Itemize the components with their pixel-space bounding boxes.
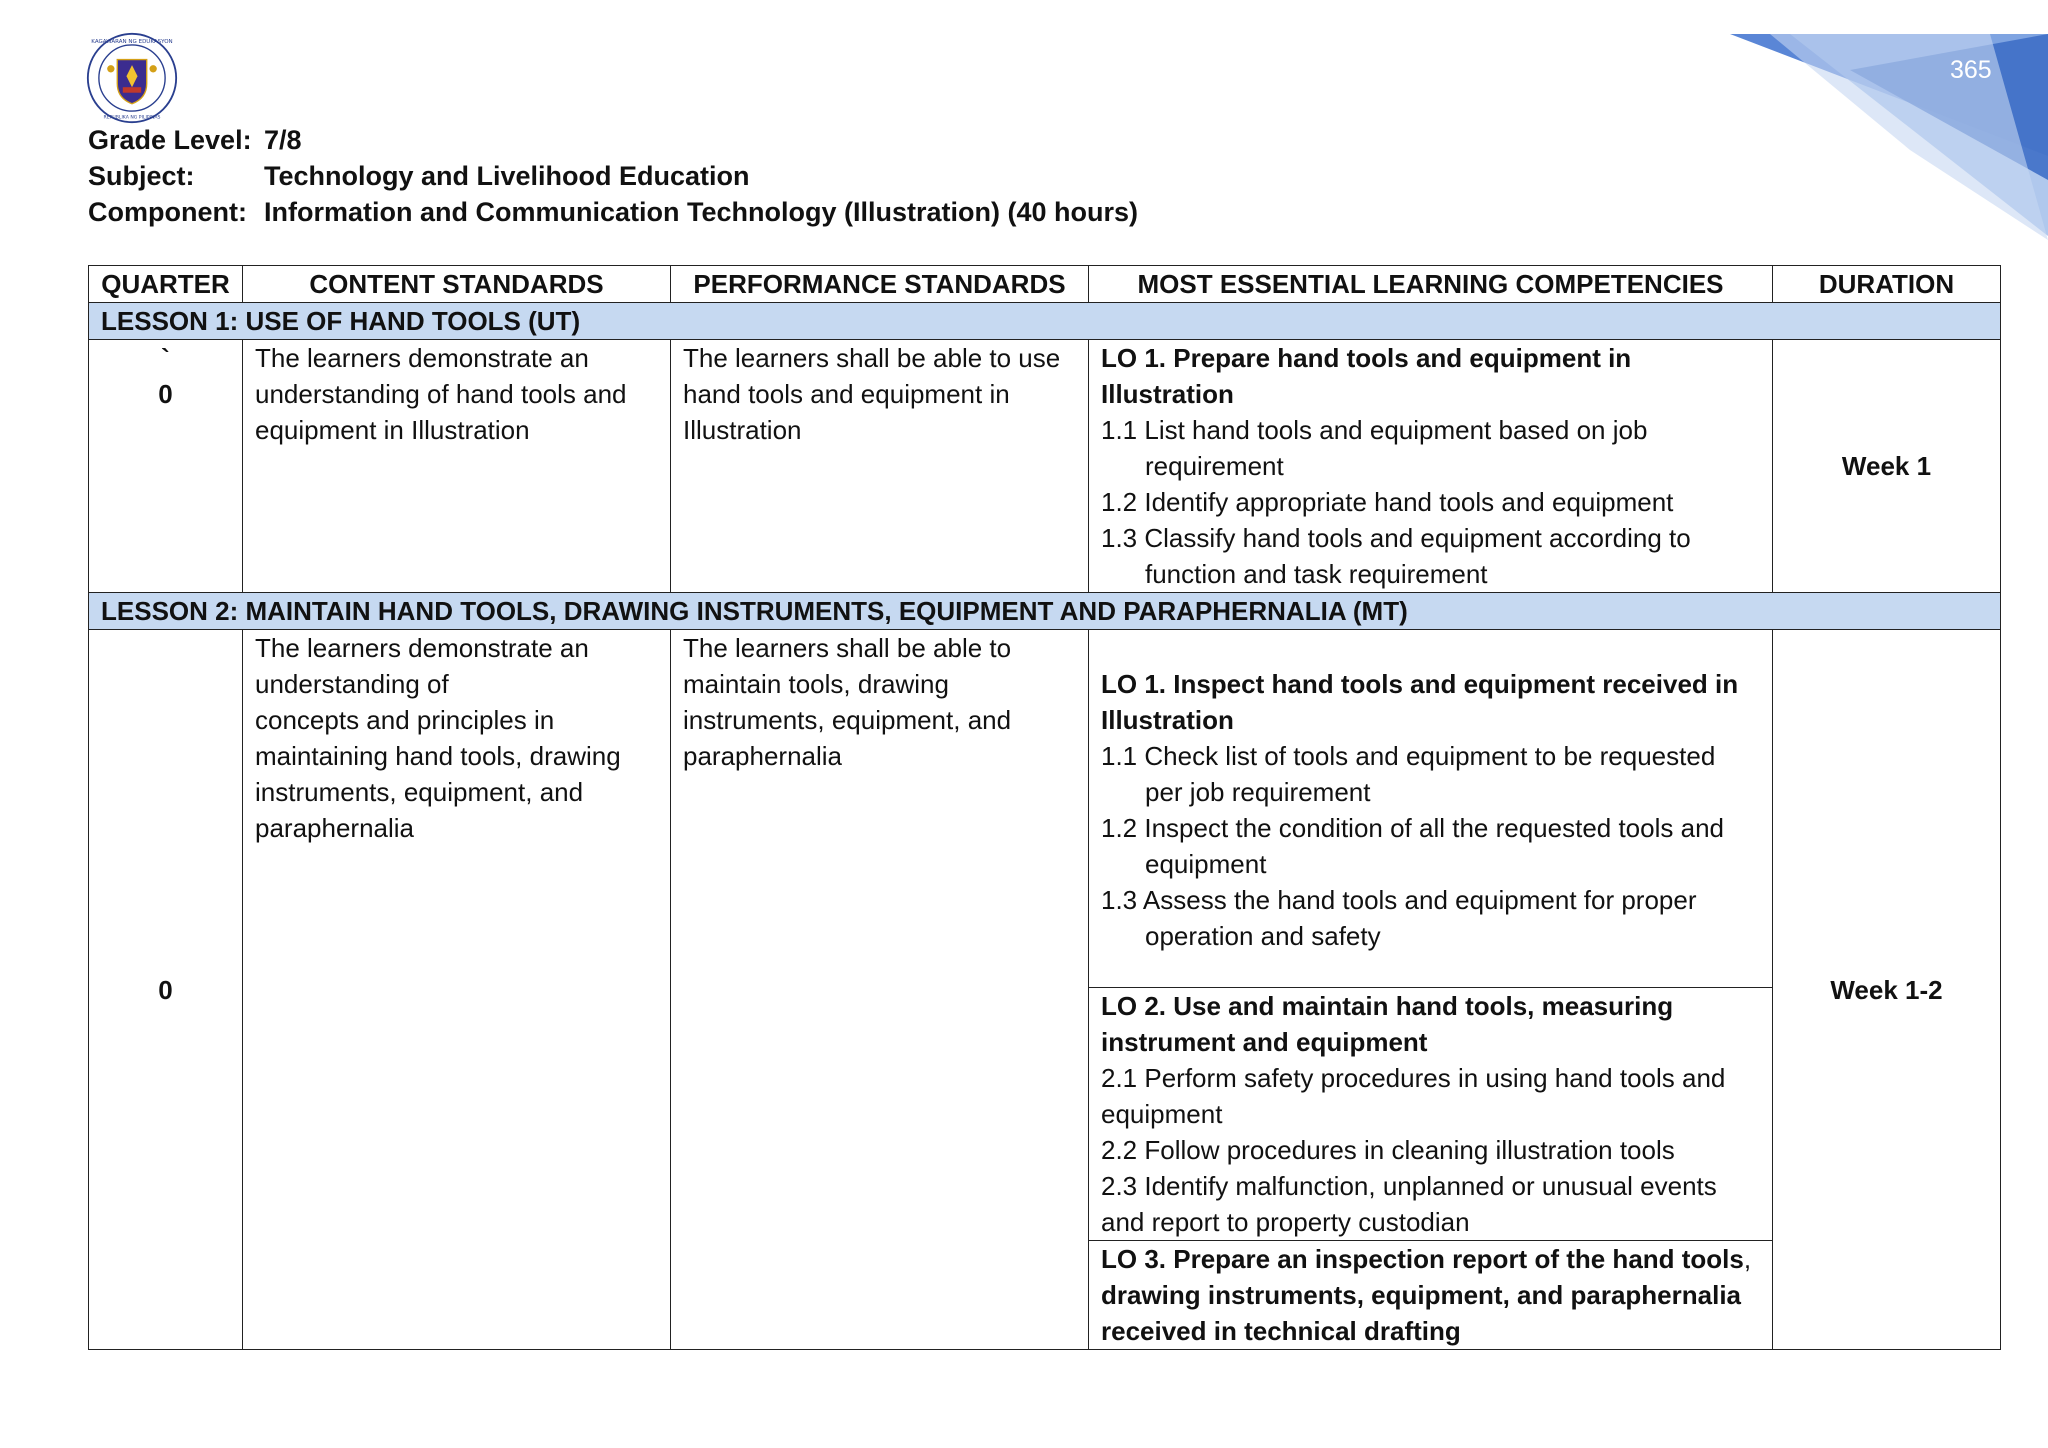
lesson-1-competencies — [1089, 340, 1773, 593]
grade-level-value: 7/8 — [264, 125, 302, 155]
lesson-2-duration: Week 1-2 — [1773, 630, 2001, 1350]
lesson-2-lo1-competencies — [1089, 630, 1773, 988]
lesson-2-performance-standard: The learners shall be able to maintain tools, drawing instruments, equipment, and paraphernalia — [671, 630, 1089, 1350]
corner-decoration — [1730, 30, 2048, 240]
list-item: 1.1 List hand tools and equipment based on job requirement — [1101, 415, 1648, 481]
lesson-2-title: LESSON 2: MAINTAIN HAND TOOLS, DRAWING INSTRUMENTS, EQUIPMENT AND PARAPHERNALIA (MT) — [89, 593, 2001, 630]
lesson-1-quarter-mark: ` — [161, 343, 170, 373]
lesson-1-content-standard: The learners demonstrate an understanding of hand tools and equipment in Illustration — [243, 340, 671, 593]
content-line: understanding of — [255, 669, 449, 699]
content-line: concepts and principles in — [255, 705, 555, 735]
deped-seal-logo — [86, 32, 178, 124]
lesson-2-lo1-row — [89, 630, 2001, 988]
subject-value: Technology and Livelihood Education — [264, 161, 750, 191]
lesson-2-lo3-title-b: drawing instruments, equipment, and paraphernalia received in technical drafting — [1101, 1280, 1741, 1346]
grade-level-row — [88, 122, 1138, 158]
lesson-1-lo1-title: LO 1. Prepare hand tools and equipment in Illustration — [1101, 343, 1632, 409]
lesson-2-lo3-title-a: LO 3. Prepare an inspection report of the hand tools — [1101, 1244, 1744, 1274]
lesson-1-row — [89, 303, 2001, 340]
seal-text-bottom: REPUBLIKA NG PILIPINAS — [103, 115, 161, 121]
content-line: paraphernalia — [255, 813, 415, 843]
lesson-2-lo1-title: LO 1. Inspect hand tools and equipment received in Illustration — [1101, 669, 1739, 735]
lesson-2-lo3-competencies — [1089, 1241, 1773, 1350]
list-item: 2.1 Perform safety procedures in using hand tools and equipment — [1101, 1063, 1726, 1129]
subject-row — [88, 158, 1138, 194]
component-label: Component: — [88, 197, 247, 227]
list-item: 2.3 Identify malfunction, unplanned or unusual events and report to property custodian — [1101, 1171, 1717, 1237]
col-header-performance-standards: PERFORMANCE STANDARDS — [671, 266, 1089, 303]
list-item: 1.3 Classify hand tools and equipment according to function and task requirement — [1101, 523, 1691, 589]
col-header-competencies: MOST ESSENTIAL LEARNING COMPETENCIES — [1089, 266, 1773, 303]
curriculum-table — [88, 265, 2001, 1350]
col-header-duration: DURATION — [1773, 266, 2001, 303]
curriculum-header — [88, 122, 1138, 230]
table-header-row — [89, 266, 2001, 303]
col-header-quarter: QUARTER — [89, 266, 243, 303]
component-value: Information and Communication Technology (Illustration) (40 hours) — [264, 197, 1139, 227]
lesson-2-quarter: 0 — [89, 630, 243, 1350]
lesson-2-lo2-title: LO 2. Use and maintain hand tools, measuring instrument and equipment — [1101, 991, 1674, 1057]
lesson-2-row — [89, 593, 2001, 630]
list-item: 1.1 Check list of tools and equipment to be requested per job requirement — [1101, 741, 1716, 807]
lesson-2-lo2-competencies — [1089, 988, 1773, 1241]
page-number: 365 — [1950, 56, 1992, 84]
content-line: The learners demonstrate an — [255, 633, 589, 663]
list-item: 2.2 Follow procedures in cleaning illustration tools — [1101, 1135, 1675, 1165]
lesson-2-lo3-comma: , — [1743, 1244, 1752, 1274]
list-item: 1.2 Inspect the condition of all the requested tools and equipment — [1101, 813, 1724, 879]
col-header-content-standards: CONTENT STANDARDS — [243, 266, 671, 303]
lesson-1-content-row — [89, 340, 2001, 593]
seal-text-top: KAGAWARAN NG EDUKASYON — [91, 39, 173, 46]
list-item: 1.2 Identify appropriate hand tools and equipment — [1101, 487, 1674, 517]
spacer — [1101, 630, 1760, 666]
lesson-1-duration: Week 1 — [1773, 340, 2001, 593]
content-line: instruments, equipment, and — [255, 777, 584, 807]
subject-label: Subject: — [88, 161, 195, 191]
component-row — [88, 194, 1138, 230]
lesson-1-quarter — [89, 340, 243, 593]
list-item: 1.3 Assess the hand tools and equipment for proper operation and safety — [1101, 885, 1697, 951]
lesson-2-content-standard — [243, 630, 671, 1350]
lesson-1-quarter-value: 0 — [158, 379, 173, 409]
lesson-1-performance-standard: The learners shall be able to use hand tools and equipment in Illustration — [671, 340, 1089, 593]
grade-level-label: Grade Level: — [88, 125, 252, 155]
content-line: maintaining hand tools, drawing — [255, 741, 621, 771]
lesson-1-title: LESSON 1: USE OF HAND TOOLS (UT) — [89, 303, 2001, 340]
